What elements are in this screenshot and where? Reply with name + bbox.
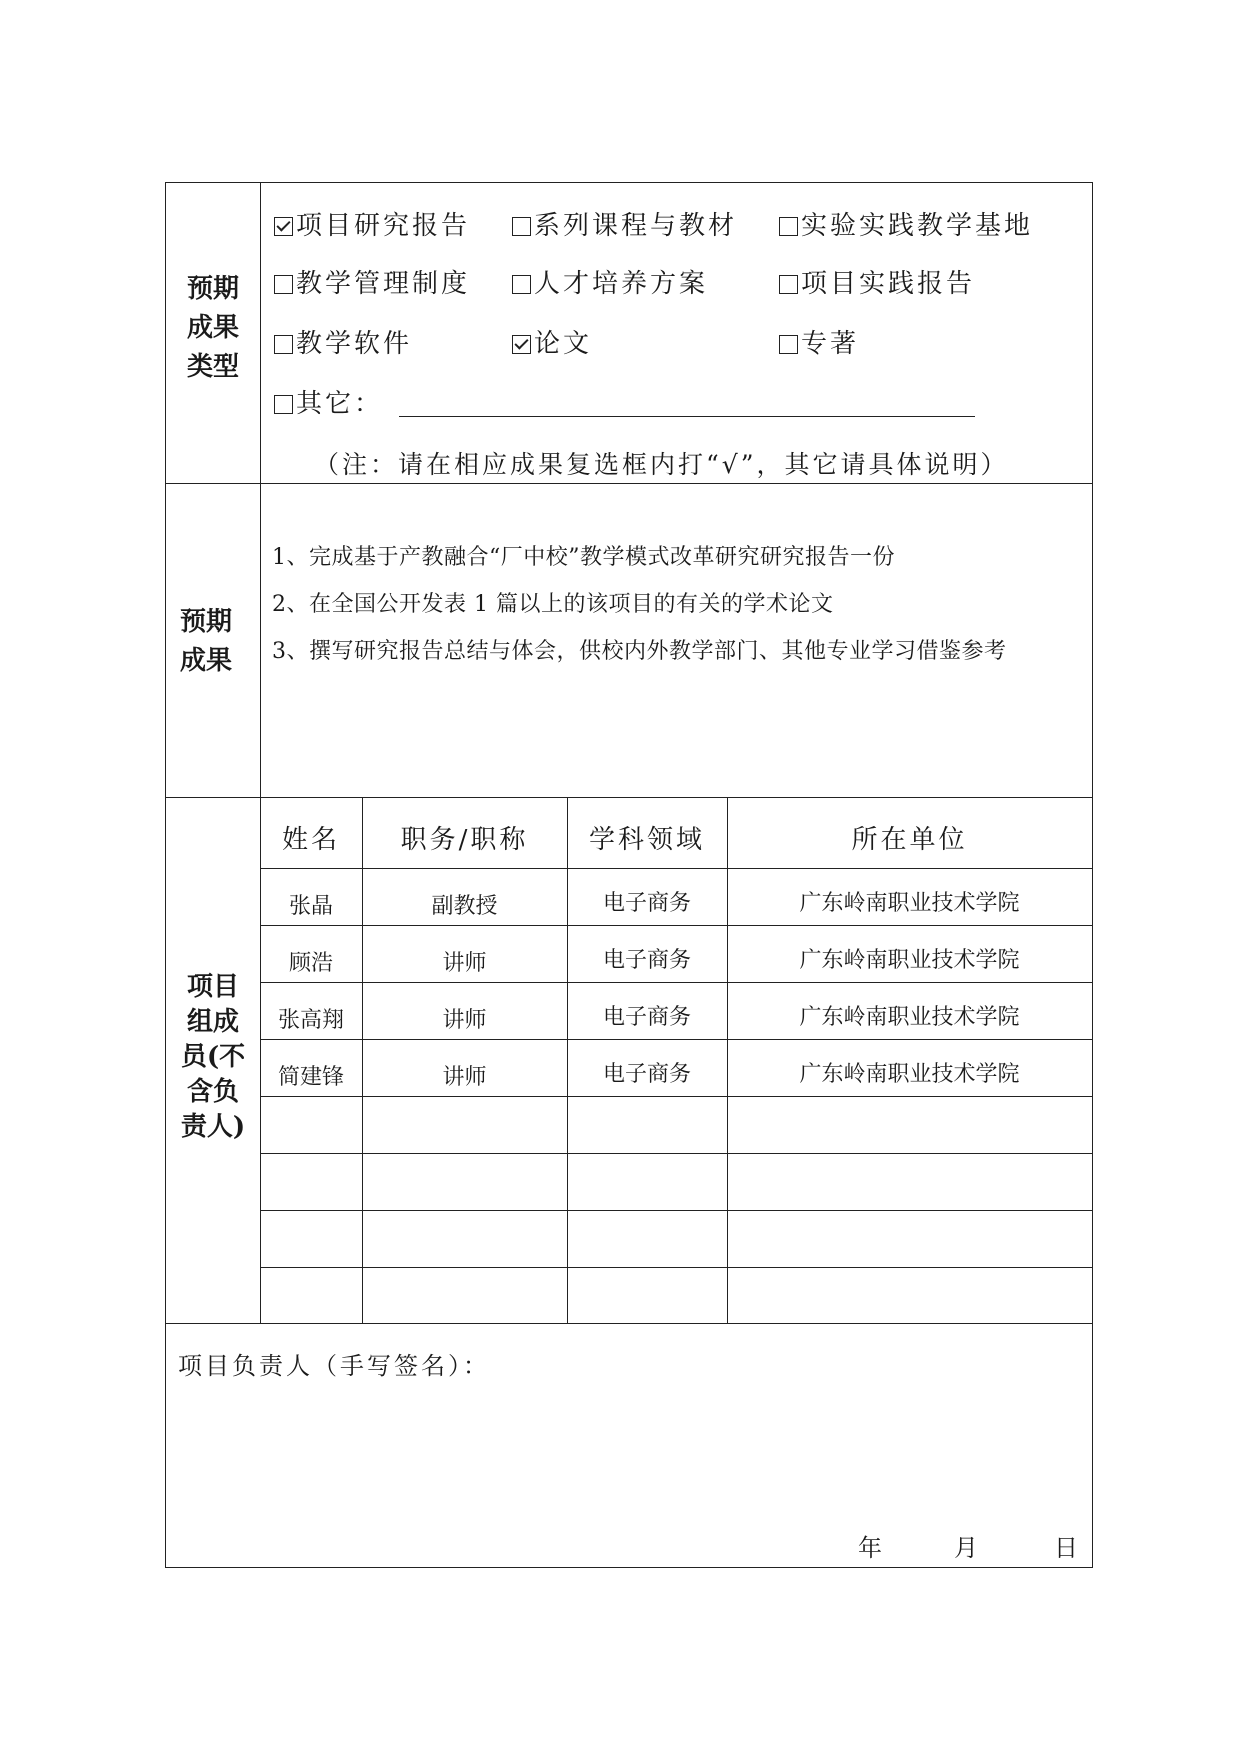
cell-name: 张晶 — [288, 894, 333, 919]
divider — [260, 1210, 1092, 1211]
expected-result-item: 2、在全国公开发表 1 篇以上的该项目的有关的学术论文 — [272, 592, 834, 617]
signature-label: 项目负责人（手写签名）： — [178, 1352, 490, 1380]
divider — [260, 1153, 1092, 1154]
other-input-line[interactable] — [399, 416, 975, 417]
divider — [260, 982, 1092, 983]
date-month: 月 — [954, 1534, 981, 1562]
cell-field: 电子商务 — [602, 891, 691, 916]
checkbox-checked-icon[interactable] — [512, 335, 531, 354]
divider — [260, 1039, 1092, 1040]
checkbox-note: （注：请在相应成果复选框内打“√”，其它请具体说明） — [314, 450, 1009, 479]
cell-unit: 广东岭南职业技术学院 — [799, 1062, 1020, 1087]
option-course-series-textbook[interactable]: 系列课程与教材 — [512, 205, 737, 242]
cell-name: 顾浩 — [288, 951, 333, 976]
checkbox-icon[interactable] — [512, 275, 531, 294]
divider — [260, 868, 1092, 869]
checkbox-icon[interactable] — [274, 335, 293, 354]
date-day: 日 — [1054, 1534, 1081, 1562]
option-practice-report[interactable]: 项目实践报告 — [779, 263, 975, 300]
divider — [166, 1323, 1092, 1324]
column-header-title: 职务/职称 — [400, 825, 529, 855]
divider — [260, 1096, 1092, 1097]
cell-title: 副教授 — [431, 894, 498, 919]
option-management-system[interactable]: 教学管理制度 — [274, 263, 470, 300]
members-label: 项目 组成 员(不 含负 责人) — [180, 972, 246, 1142]
option-teaching-software[interactable]: 教学软件 — [274, 323, 412, 360]
divider — [260, 183, 261, 1323]
divider — [166, 483, 1092, 484]
signature-area[interactable] — [178, 1383, 1078, 1493]
option-paper[interactable]: 论文 — [512, 323, 592, 360]
expected-result-item: 3、撰写研究报告总结与体会，供校内外教学部门、其他专业学习借鉴参考 — [272, 639, 1007, 664]
option-practice-base[interactable]: 实验实践教学基地 — [779, 205, 1033, 242]
option-project-research-report[interactable]: 项目研究报告 — [274, 205, 470, 242]
cell-unit: 广东岭南职业技术学院 — [799, 891, 1020, 916]
cell-name: 张高翔 — [277, 1008, 344, 1033]
divider — [260, 1267, 1092, 1268]
column-header-unit: 所在单位 — [851, 825, 968, 855]
expected-results-label: 预期 成果 — [179, 607, 232, 676]
divider — [260, 925, 1092, 926]
checkbox-icon[interactable] — [512, 217, 531, 236]
cell-unit: 广东岭南职业技术学院 — [799, 1005, 1020, 1030]
cell-title: 讲师 — [442, 1008, 487, 1033]
option-training-plan[interactable]: 人才培养方案 — [512, 263, 708, 300]
cell-field: 电子商务 — [602, 1062, 691, 1087]
expected-result-item: 1、完成基于产教融合“厂中校”教学模式改革研究研究报告一份 — [272, 545, 895, 570]
checkbox-checked-icon[interactable] — [274, 217, 293, 236]
result-types-label: 预期 成果 类型 — [186, 274, 239, 382]
checkbox-icon[interactable] — [779, 335, 798, 354]
divider — [166, 797, 1092, 798]
checkbox-icon[interactable] — [274, 395, 293, 414]
cell-title: 讲师 — [442, 951, 487, 976]
option-other[interactable]: 其它： — [274, 383, 383, 420]
column-header-field: 学科领域 — [588, 825, 705, 855]
cell-name: 简建锋 — [277, 1065, 344, 1090]
checkbox-icon[interactable] — [274, 275, 293, 294]
checkbox-icon[interactable] — [779, 217, 798, 236]
date-year: 年 — [858, 1534, 885, 1562]
option-monograph[interactable]: 专著 — [779, 323, 859, 360]
cell-title: 讲师 — [442, 1065, 487, 1090]
cell-unit: 广东岭南职业技术学院 — [799, 948, 1020, 973]
column-header-name: 姓名 — [281, 825, 340, 855]
cell-field: 电子商务 — [602, 1005, 691, 1030]
checkbox-icon[interactable] — [779, 275, 798, 294]
form-table — [165, 182, 1093, 1568]
cell-field: 电子商务 — [602, 948, 691, 973]
